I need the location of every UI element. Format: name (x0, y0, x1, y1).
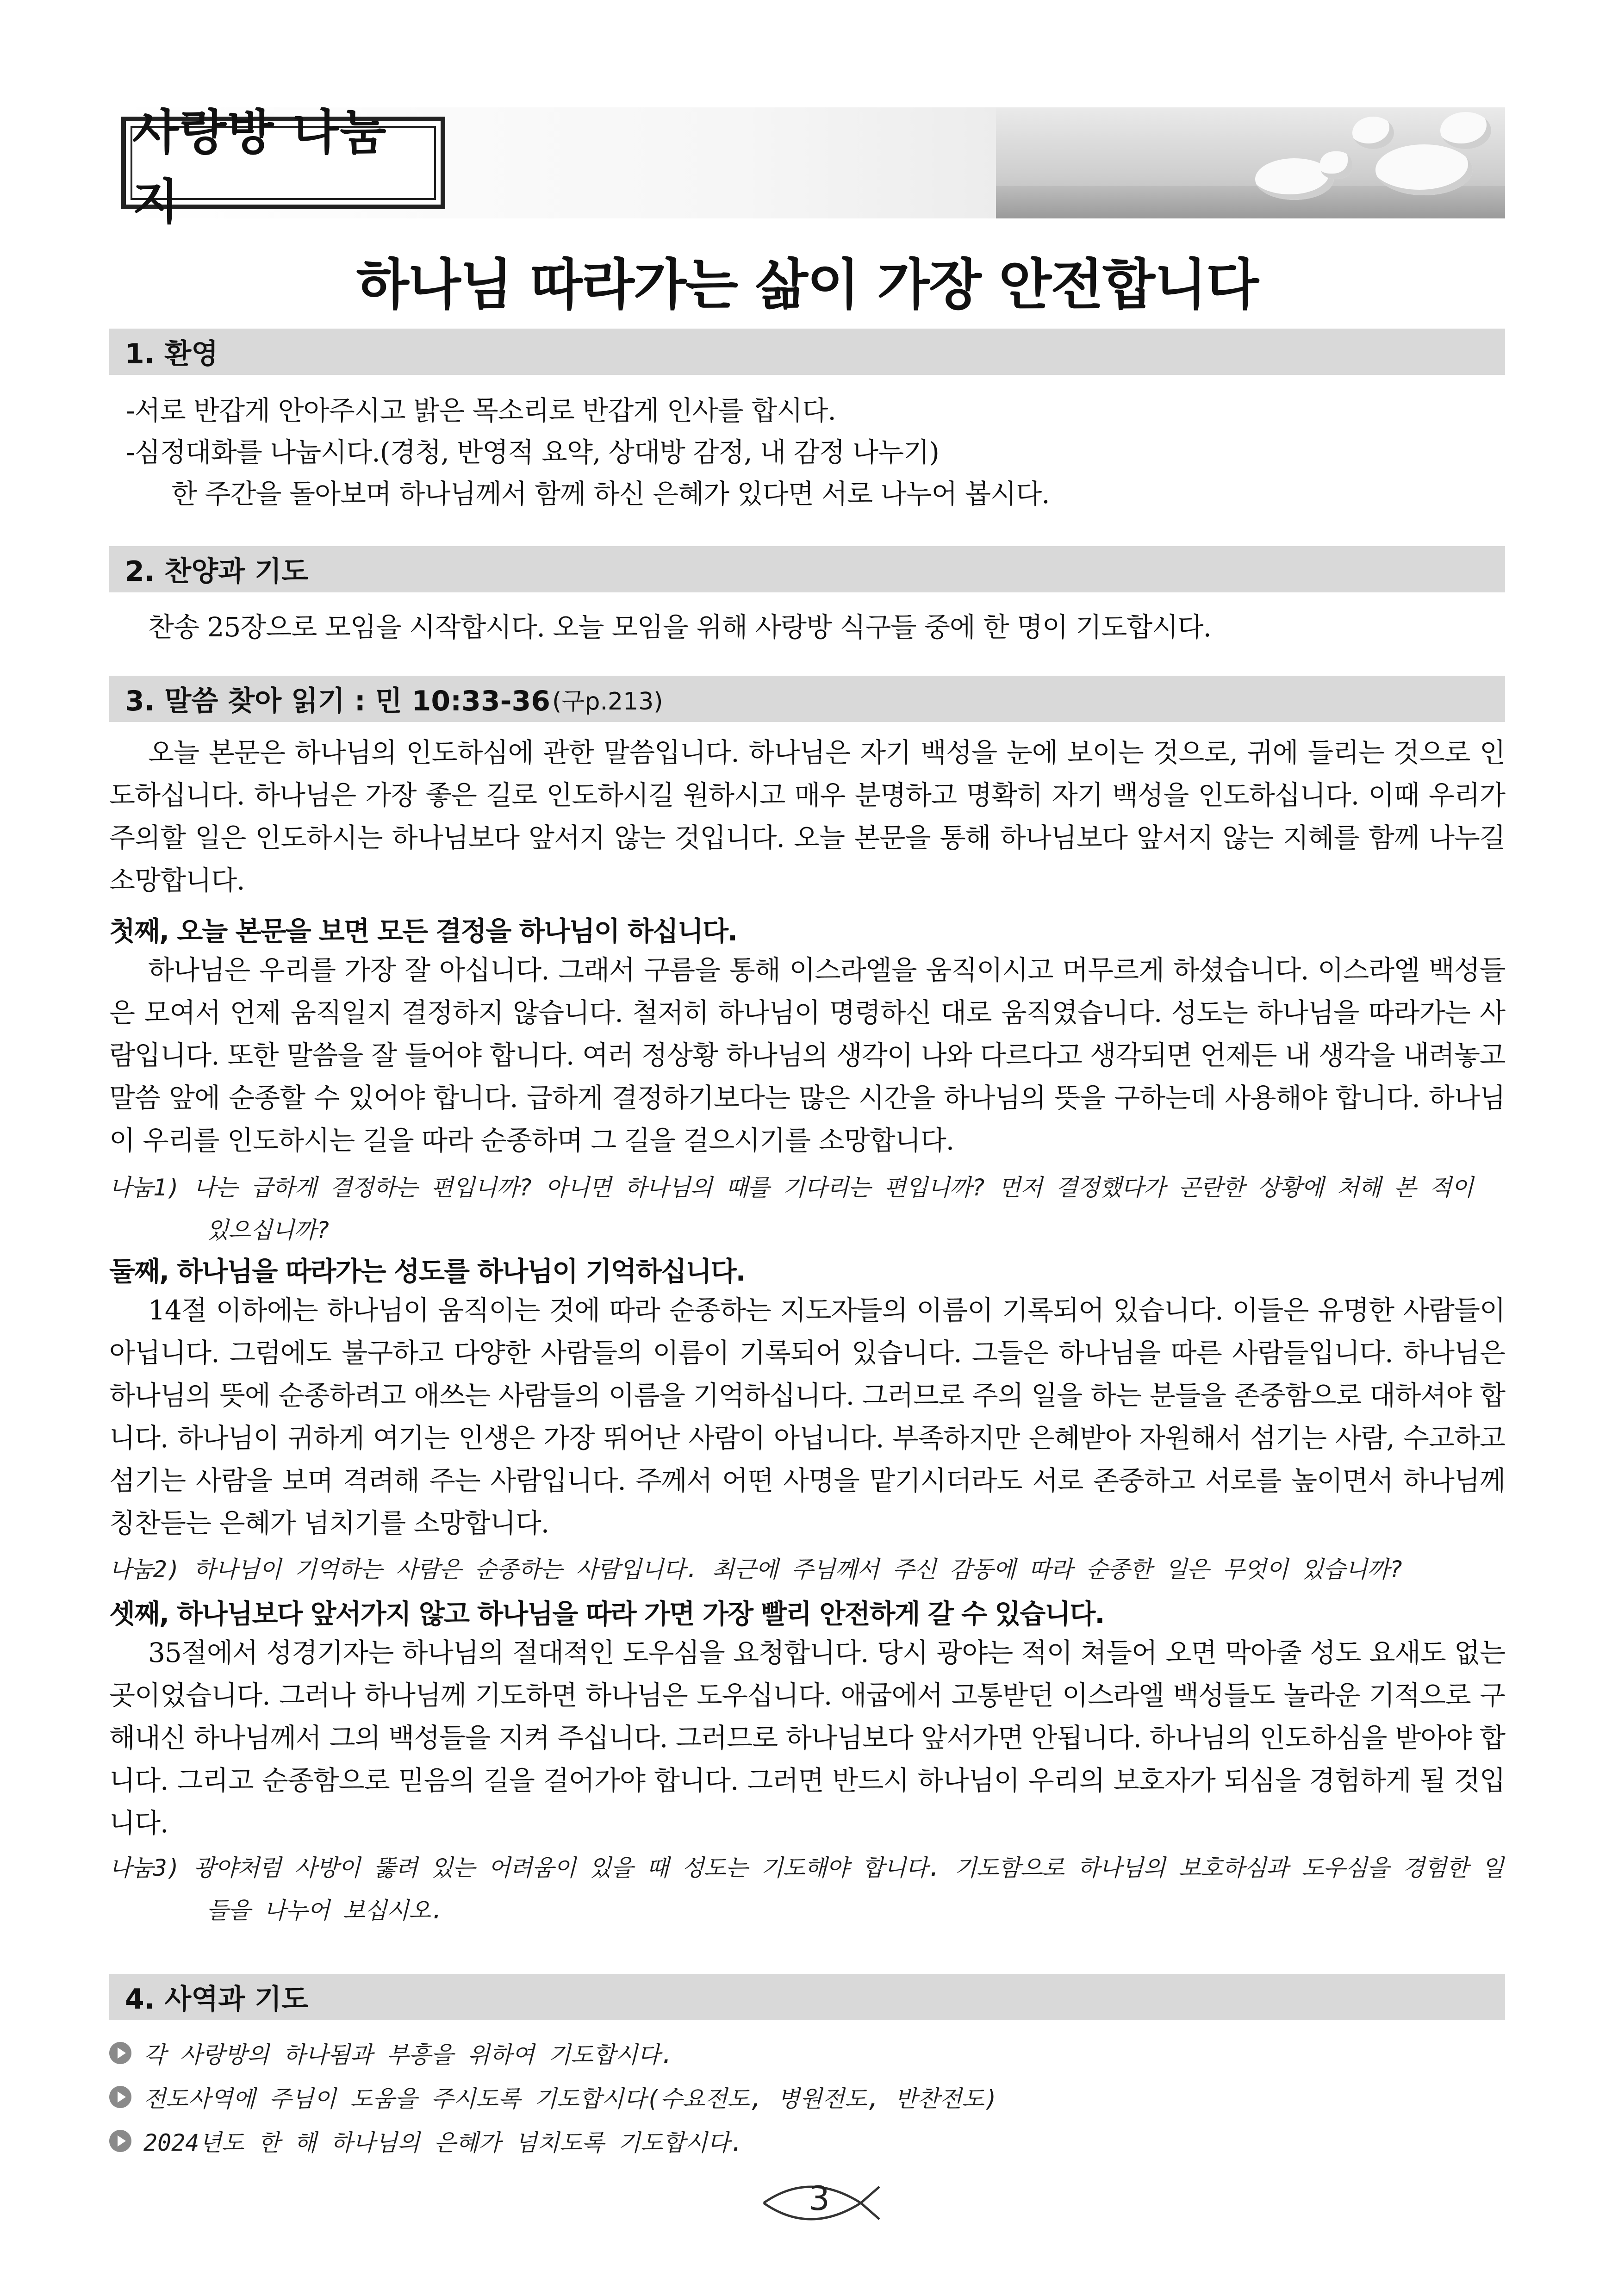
arrow-circle-icon (109, 2042, 131, 2064)
point-2-heading: 둘째, 하나님을 따라가는 성도를 하나님이 기억하십니다. (109, 1256, 745, 1287)
prayer-item-text: 각 사랑방의 하나됨과 부흥을 위하여 기도합시다. (143, 2041, 674, 2068)
welcome-line-2: -심정대화를 나눕시다.(경청, 반영적 요약, 상대방 감정, 내 감정 나누기) (126, 436, 939, 468)
arrow-circle-icon (109, 2086, 131, 2108)
welcome-line-3: 한 주간을 돌아보며 하나님께서 함께 하신 은혜가 있다면 서로 나누어 봅시다. (171, 478, 1050, 510)
prayer-item-text: 전도사역에 주님이 도움을 주시도록 기도합시다(수요전도, 병원전도, 반찬전도) (143, 2085, 998, 2112)
page-number-area (754, 2175, 884, 2231)
section-heading-scripture (109, 676, 1505, 722)
prayer-item (109, 2124, 744, 2158)
sheep-photo-icon (996, 107, 1505, 218)
point-3-heading: 셋째, 하나님보다 앞서가지 않고 하나님을 따라 가면 가장 빨리 안전하게 갈 수 있습니다. (109, 1598, 1104, 1630)
page-title: 하나님 따라가는 삶이 가장 안전합니다 (356, 253, 1258, 317)
share-question-3: 나눔3) 광야처럼 사방이 뚫려 있는 어려움이 있을 때 성도는 기도해야 합니다. 기도함으로 하나님의 보호하심과 도우심을 경험한 일들을 나누어 보십시오. (109, 1854, 1504, 1924)
welcome-line-1: -서로 반갑게 안아주시고 밝은 목소리로 반갑게 인사를 합시다. (126, 395, 836, 426)
scripture-page-ref: (구p.213) (552, 687, 663, 716)
section-heading-welcome: 1. 환영 (109, 329, 1505, 375)
scripture-intro: 오늘 본문은 하나님의 인도하심에 관한 말씀입니다. 하나님은 자기 백성을 눈에 보이는 것으로, 귀에 들리는 것으로 인도하십니다. 하나님은 가장 좋은 길로 인도하시길 원하시고 매우 분명하고 명확히 자기 백성을 인도하십니다. 이때 우리가 주의할 일은 인도하시는 하나님보다 앞서지 않는 것입니다. 오늘 본문을 통해 하나님보다 앞서지 않는 지혜를 함께 나누길 소망합니다. (109, 737, 1505, 896)
header-label-box (121, 104, 445, 230)
share-question-1: 나눔1) 나는 급하게 결정하는 편입니까? 아니면 하나님의 때를 기다리는 편입니까? 먼저 결정했다가 곤란한 상황에 처해 본 적이 있으십니까? (109, 1174, 1474, 1244)
scripture-heading-text: 3. 말씀 찾아 읽기 : 민 10:33-36 (125, 685, 550, 717)
worship-line: 찬송 25장으로 모임을 시작합시다. 오늘 모임을 위해 사랑방 식구들 중에 한 명이 기도합시다. (148, 611, 1211, 643)
prayer-item (109, 2080, 998, 2114)
prayer-item (109, 2036, 674, 2070)
point-3-body: 35절에서 성경기자는 하나님의 절대적인 도우심을 요청합니다. 당시 광야는 적이 쳐들어 오면 막아줄 성도 요새도 없는 곳이었습니다. 그러나 하나님께 기도하면 하나님은 도우십니다. 애굽에서 고통받던 이스라엘 백성들도 놀라운 기적으로 구해내신 하나님께서 그의 백성들을 지켜 주십니다. 그러므로 하나님보다 앞서가면 안됩니다. 하나님의 인도하심을 받아야 합니다. 그리고 순종함으로 믿음의 길을 걸어가야 합니다. 그러면 반드시 하나님이 우리의 보호자가 되심을 경험하게 될 것입니다. (109, 1637, 1505, 1839)
arrow-circle-icon (109, 2130, 131, 2152)
prayer-item-text: 2024년도 한 해 하나님의 은혜가 넘치도록 기도합시다. (143, 2129, 744, 2156)
header-label: 사랑방 나눔지 (131, 126, 436, 200)
section-heading-ministry: 4. 사역과 기도 (109, 1974, 1505, 2020)
point-1-body: 하나님은 우리를 가장 잘 아십니다. 그래서 구름을 통해 이스라엘을 움직이시고 머무르게 하셨습니다. 이스라엘 백성들은 모여서 언제 움직일지 결정하지 않습니다. 철저히 하나님이 명령하신 대로 움직였습니다. 성도는 하나님을 따라가는 사람입니다. 또한 말씀을 잘 들어야 합니다. 여러 정상황 하나님의 생각이 나와 다르다고 생각되면 언제든 내 생각을 내려놓고 말씀 앞에 순종할 수 있어야 합니다. 급하게 결정하기보다는 많은 시간을 하나님의 뜻을 구하는데 사용해야 합니다. 하나님이 우리를 인도하시는 길을 따라 순종하며 그 길을 걸으시기를 소망합니다. (109, 954, 1505, 1156)
point-2-body: 14절 이하에는 하나님이 움직이는 것에 따라 순종하는 지도자들의 이름이 기록되어 있습니다. 이들은 유명한 사람들이 아닙니다. 그럼에도 불구하고 다양한 사람들의 이름이 기록되어 있습니다. 그들은 하나님을 따른 사람들입니다. 하나님은 하나님의 뜻에 순종하려고 애쓰는 사람들의 이름을 기억하십니다. 그러므로 주의 일을 하는 분들을 존중함으로 대하셔야 합니다. 하나님이 귀하게 여기는 인생은 가장 뛰어난 사람이 아닙니다. 부족하지만 은혜받아 자원해서 섬기는 사람, 수고하고 섬기는 사람을 보며 격려해 주는 사람입니다. 주께서 어떤 사명을 맡기시더라도 서로 존중하고 서로를 높이면서 하나님께 칭찬듣는 은혜가 넘치기를 소망합니다. (109, 1294, 1506, 1539)
page-number: 3 (809, 2179, 830, 2218)
section-heading-worship: 2. 찬양과 기도 (109, 546, 1505, 592)
point-1-heading: 첫째, 오늘 본문을 보면 모든 결정을 하나님이 하십니다. (109, 915, 737, 947)
share-question-2: 나눔2) 하나님이 기억하는 사람은 순종하는 사람입니다. 최근에 주님께서 주신 감동에 따라 순종한 일은 무엇이 있습니까? (109, 1556, 1403, 1583)
